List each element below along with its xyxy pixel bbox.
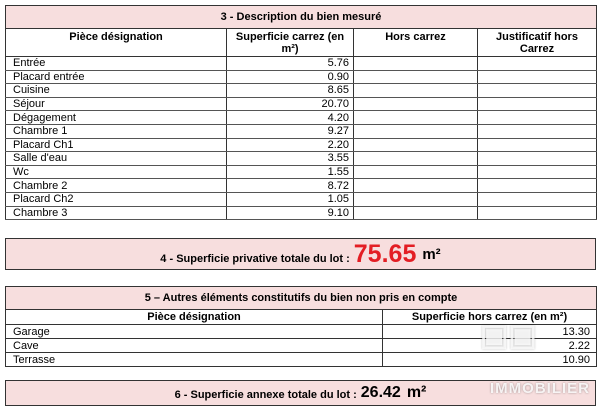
- table-row: [6, 152, 597, 166]
- hors-carrez-value: [354, 152, 478, 166]
- table-row: [6, 165, 597, 179]
- justificatif-value: [478, 111, 597, 125]
- carrez-value: 20.70: [227, 97, 354, 111]
- hors-carrez-value: 10.90: [383, 353, 597, 367]
- justificatif-value: [478, 152, 597, 166]
- total-annexe-label: 6 - Superficie annexe totale du lot :: [174, 389, 357, 401]
- hors-carrez-value: [354, 84, 478, 98]
- column-header-justificatif: Justificatif hors Carrez: [478, 29, 597, 57]
- column-header-hors-carrez: Hors carrez: [354, 29, 478, 57]
- carrez-value: 9.10: [227, 206, 354, 220]
- piece-name: Chambre 2: [6, 179, 227, 193]
- piece-name: Entrée: [6, 57, 227, 71]
- total-privative-label: 4 - Superficie privative totale du lot :: [160, 253, 350, 265]
- table-row: [6, 124, 597, 138]
- justificatif-value: [478, 97, 597, 111]
- hors-carrez-value: [354, 165, 478, 179]
- section-3-description: [5, 5, 596, 220]
- carrez-value: 3.55: [227, 152, 354, 166]
- table-row: [6, 192, 597, 206]
- justificatif-value: [478, 57, 597, 71]
- justificatif-value: [478, 179, 597, 193]
- total-annexe-unit: m²: [406, 384, 427, 401]
- justificatif-value: [478, 206, 597, 220]
- table-row: [6, 138, 597, 152]
- carrez-value: 8.65: [227, 84, 354, 98]
- carrez-value: 9.27: [227, 124, 354, 138]
- total-privative-value: 75.65: [353, 239, 417, 268]
- watermark-logo-icon: ▣▣: [480, 319, 537, 352]
- hors-carrez-value: [354, 179, 478, 193]
- justificatif-value: [478, 138, 597, 152]
- carrez-value: 8.72: [227, 179, 354, 193]
- column-header-carrez: Superficie carrez (en m²): [227, 29, 354, 57]
- column-header-hors-carrez: Superficie hors carrez (en m²): [383, 310, 597, 325]
- justificatif-value: [478, 192, 597, 206]
- carrez-value: 1.05: [227, 192, 354, 206]
- piece-name: Séjour: [6, 97, 227, 111]
- piece-name: Cave: [6, 339, 383, 353]
- hors-carrez-value: [354, 111, 478, 125]
- table-row: [6, 111, 597, 125]
- hors-carrez-value: [354, 206, 478, 220]
- piece-name: Garage: [6, 325, 383, 339]
- carrez-value: 4.20: [227, 111, 354, 125]
- hors-carrez-value: [354, 192, 478, 206]
- table-row: [6, 57, 597, 71]
- table-row: [6, 179, 597, 193]
- table-row: [6, 206, 597, 220]
- column-header-piece: Pièce désignation: [6, 310, 383, 325]
- description-table: [5, 5, 597, 220]
- justificatif-value: [478, 84, 597, 98]
- hors-carrez-value: 13.30: [383, 325, 597, 339]
- column-header-piece: Pièce désignation: [6, 29, 227, 57]
- hors-carrez-value: [354, 57, 478, 71]
- piece-name: Chambre 3: [6, 206, 227, 220]
- justificatif-value: [478, 124, 597, 138]
- piece-name: Wc: [6, 165, 227, 179]
- total-privative-unit: m²: [422, 245, 441, 263]
- table-row: [6, 70, 597, 84]
- hors-carrez-value: [354, 124, 478, 138]
- section-5-title: 5 – Autres éléments constitutifs du bien non pris en compte: [6, 287, 597, 310]
- piece-name: Placard Ch2: [6, 192, 227, 206]
- section-4-total-privative: [5, 238, 596, 270]
- carrez-value: 1.55: [227, 165, 354, 179]
- table-row: [6, 84, 597, 98]
- carrez-value: 2.20: [227, 138, 354, 152]
- watermark-text: IMMOBILIER: [490, 380, 590, 397]
- hors-carrez-value: [354, 138, 478, 152]
- piece-name: Salle d'eau: [6, 152, 227, 166]
- hors-carrez-value: [354, 97, 478, 111]
- piece-name: Chambre 1: [6, 124, 227, 138]
- piece-name: Placard entrée: [6, 70, 227, 84]
- justificatif-value: [478, 165, 597, 179]
- total-annexe-value: 26.42: [360, 384, 401, 401]
- hors-carrez-value: [354, 70, 478, 84]
- piece-name: Cuisine: [6, 84, 227, 98]
- piece-name: Placard Ch1: [6, 138, 227, 152]
- section-3-title: 3 - Description du bien mesuré: [6, 6, 597, 29]
- piece-name: Dégagement: [6, 111, 227, 125]
- justificatif-value: [478, 70, 597, 84]
- table-row: [6, 97, 597, 111]
- carrez-value: 0.90: [227, 70, 354, 84]
- piece-name: Terrasse: [6, 353, 383, 367]
- hors-carrez-value: 2.22: [383, 339, 597, 353]
- carrez-value: 5.76: [227, 57, 354, 71]
